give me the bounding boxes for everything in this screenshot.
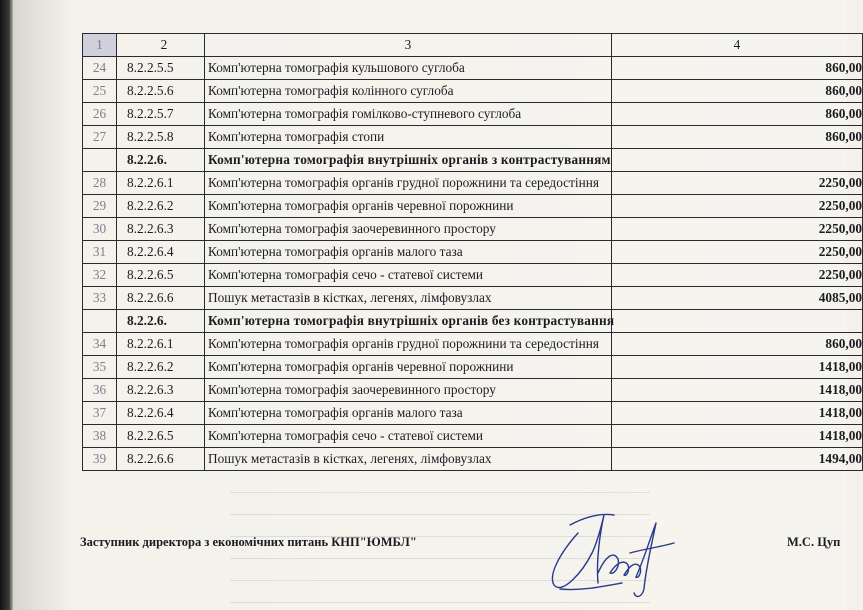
service-code: 8.2.2.5.7: [117, 103, 205, 126]
service-price: 4085,00: [612, 287, 863, 310]
table-row: [83, 80, 863, 103]
table-row: [83, 448, 863, 471]
section-header-row: [83, 149, 863, 172]
service-price: 1418,00: [612, 379, 863, 402]
service-price: 2250,00: [612, 172, 863, 195]
service-code: 8.2.2.6.2: [117, 195, 205, 218]
service-code: 8.2.2.6.: [117, 310, 205, 333]
service-name: Комп'ютерна томографія заочеревинного простору: [205, 379, 612, 402]
service-code: 8.2.2.6.3: [117, 218, 205, 241]
service-code: 8.2.2.5.6: [117, 80, 205, 103]
service-name: Комп'ютерна томографія внутрішніх органів з контрастуванням: [205, 149, 612, 172]
table-row: [83, 356, 863, 379]
service-name: Комп'ютерна томографія органів грудної порожнини та середостіння: [205, 172, 612, 195]
row-number: 36: [83, 379, 117, 402]
table-row: [83, 172, 863, 195]
service-code: 8.2.2.6.1: [117, 333, 205, 356]
signatory-name: М.С. Цуп: [787, 535, 841, 549]
row-number: 24: [83, 57, 117, 80]
row-number: 37: [83, 402, 117, 425]
service-name: Комп'ютерна томографія колінного суглоба: [205, 80, 612, 103]
row-number: 29: [83, 195, 117, 218]
row-number: 31: [83, 241, 117, 264]
table-row: [83, 379, 863, 402]
service-code: 8.2.2.5.8: [117, 126, 205, 149]
table-row: [83, 57, 863, 80]
row-number: 38: [83, 425, 117, 448]
service-code: 8.2.2.6.5: [117, 264, 205, 287]
service-code: 8.2.2.6.6: [117, 287, 205, 310]
handwritten-signature: [540, 503, 680, 603]
column-number-4: 4: [612, 34, 863, 57]
column-number-3: 3: [205, 34, 612, 57]
service-name: Комп'ютерна томографія органів черевної порожнини: [205, 356, 612, 379]
service-price: 860,00: [612, 333, 863, 356]
service-price: 1418,00: [612, 425, 863, 448]
row-number: 35: [83, 356, 117, 379]
table-row: [83, 402, 863, 425]
row-number: 32: [83, 264, 117, 287]
row-number: 39: [83, 448, 117, 471]
service-code: 8.2.2.5.5: [117, 57, 205, 80]
service-code: 8.2.2.6.3: [117, 379, 205, 402]
service-price: 1494,00: [612, 448, 863, 471]
service-name: Комп'ютерна томографія гомілково-ступневого суглоба: [205, 103, 612, 126]
service-name: Комп'ютерна томографія стопи: [205, 126, 612, 149]
service-name: Комп'ютерна томографія кульшового суглоба: [205, 57, 612, 80]
table-row: [83, 287, 863, 310]
service-price: 2250,00: [612, 195, 863, 218]
table-row: [83, 264, 863, 287]
column-number-2: 2: [117, 34, 205, 57]
service-code: 8.2.2.6.: [117, 149, 205, 172]
service-code: 8.2.2.6.6: [117, 448, 205, 471]
row-number: [83, 149, 117, 172]
service-price: 860,00: [612, 103, 863, 126]
service-price: 2250,00: [612, 218, 863, 241]
service-name: Пошук метастазів в кістках, легенях, лімфовузлах: [205, 448, 612, 471]
service-price: 1418,00: [612, 402, 863, 425]
service-price: 860,00: [612, 57, 863, 80]
price-table-body: [83, 34, 863, 471]
service-price: 2250,00: [612, 241, 863, 264]
service-name: Комп'ютерна томографія сечо - статевої системи: [205, 425, 612, 448]
table-row: [83, 425, 863, 448]
row-number: 25: [83, 80, 117, 103]
scan-shadow-edge: [0, 0, 13, 610]
row-number: 30: [83, 218, 117, 241]
service-code: 8.2.2.6.5: [117, 425, 205, 448]
row-number: 34: [83, 333, 117, 356]
table-row: [83, 333, 863, 356]
service-price: 2250,00: [612, 264, 863, 287]
table-row: [83, 126, 863, 149]
service-price: 860,00: [612, 80, 863, 103]
service-price: 860,00: [612, 126, 863, 149]
table-row: [83, 241, 863, 264]
service-code: 8.2.2.6.1: [117, 172, 205, 195]
service-name: Пошук метастазів в кістках, легенях, лімфовузлах: [205, 287, 612, 310]
row-number: [83, 310, 117, 333]
service-price: 1418,00: [612, 356, 863, 379]
service-code: 8.2.2.6.2: [117, 356, 205, 379]
service-name: Комп'ютерна томографія органів черевної порожнини: [205, 195, 612, 218]
table-row: [83, 103, 863, 126]
service-name: Комп'ютерна томографія внутрішніх органів без контрастування: [205, 310, 612, 333]
service-name: Комп'ютерна томографія органів малого таза: [205, 241, 612, 264]
row-number: 28: [83, 172, 117, 195]
row-number: 33: [83, 287, 117, 310]
price-table: [82, 33, 863, 471]
row-number: 27: [83, 126, 117, 149]
row-number: 26: [83, 103, 117, 126]
column-number-1: 1: [83, 34, 117, 57]
service-name: Комп'ютерна томографія заочеревинного простору: [205, 218, 612, 241]
service-price: [612, 149, 863, 172]
service-name: Комп'ютерна томографія органів грудної порожнини та середостіння: [205, 333, 612, 356]
section-header-row: [83, 310, 863, 333]
service-name: Комп'ютерна томографія органів малого таза: [205, 402, 612, 425]
service-price: [612, 310, 863, 333]
table-row: [83, 195, 863, 218]
service-code: 8.2.2.6.4: [117, 402, 205, 425]
service-name: Комп'ютерна томографія сечо - статевої системи: [205, 264, 612, 287]
column-number-row: [83, 34, 863, 57]
signatory-position: Заступник директора з економічних питань КНП"ЮМБЛ": [80, 535, 417, 549]
service-code: 8.2.2.6.4: [117, 241, 205, 264]
table-row: [83, 218, 863, 241]
